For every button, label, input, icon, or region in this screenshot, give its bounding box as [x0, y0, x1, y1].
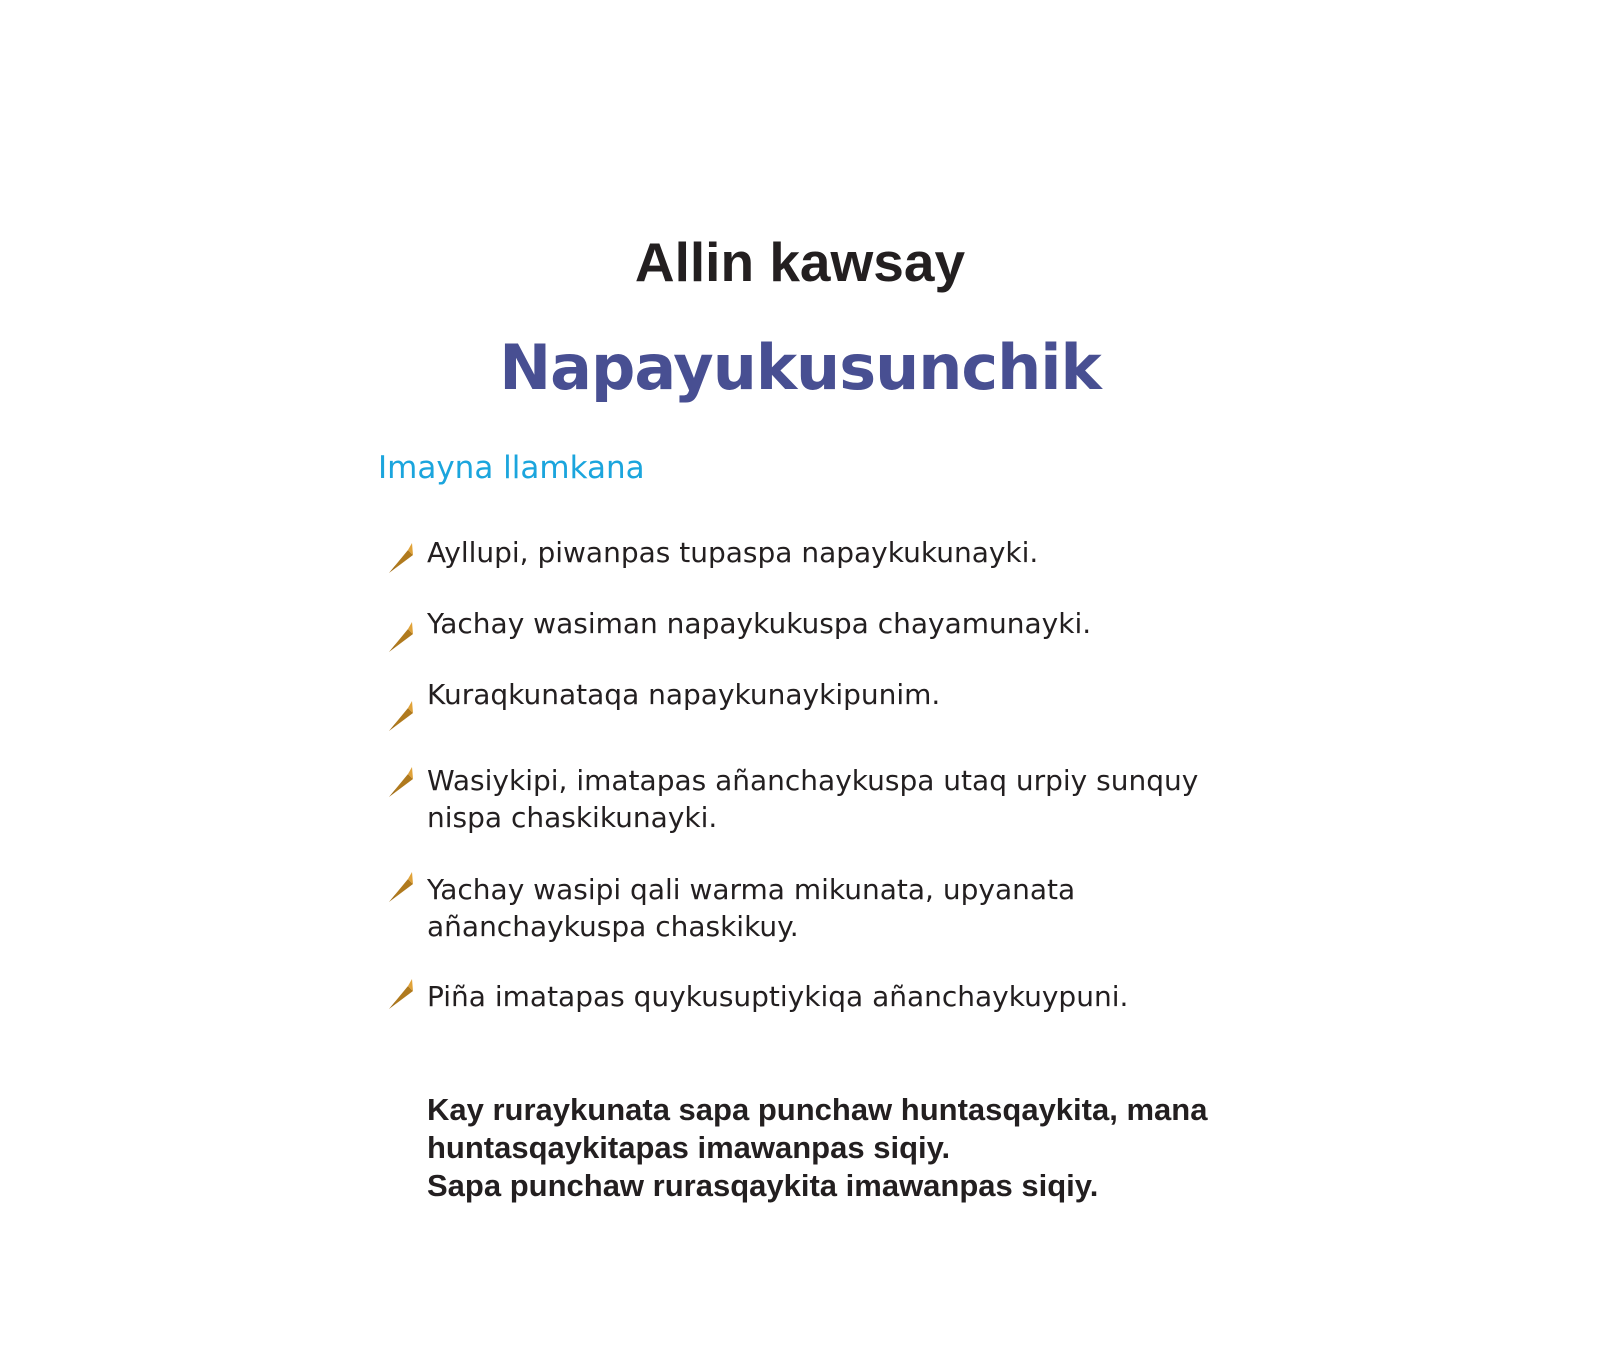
- page-title: Allin kawsay: [634, 231, 966, 293]
- tip-text: Wasiykipi, imatapas añanchaykuspa utaq urpiy sunquy nispa chaskikunayki.: [427, 764, 1199, 834]
- tip-text: Yachay wasipi qali warma mikunata, upyanata añanchaykuspa chaskikuy.: [427, 873, 1076, 943]
- section-heading: Imayna llamkana: [378, 450, 645, 486]
- pencil-icon: [386, 540, 416, 574]
- pencil-icon: [386, 976, 416, 1010]
- tip-text: Ayllupi, piwanpas tupaspa napaykukunayki.: [427, 536, 1039, 569]
- tip-text: Piña imatapas quykusuptiykiqa añanchaykuypuni.: [427, 980, 1129, 1013]
- tip-text: Kuraqkunataqa napaykunaykipunim.: [427, 678, 941, 711]
- pencil-icon: [386, 619, 416, 653]
- closing-note: [427, 1091, 1267, 1205]
- closing-line-2: Sapa punchaw rurasqaykita imawanpas siqiy.: [427, 1168, 1099, 1203]
- closing-line-1: Kay ruraykunata sapa punchaw huntasqaykita, mana huntasqaykitapas imawanpas siqiy.: [427, 1092, 1208, 1165]
- pencil-icon: [386, 869, 416, 903]
- pencil-icon: [386, 764, 416, 798]
- pencil-icon: [386, 698, 416, 732]
- page-subtitle: Napayukusunchik: [499, 331, 1101, 404]
- tip-text: Yachay wasiman napaykukuspa chayamunayki.: [427, 607, 1092, 640]
